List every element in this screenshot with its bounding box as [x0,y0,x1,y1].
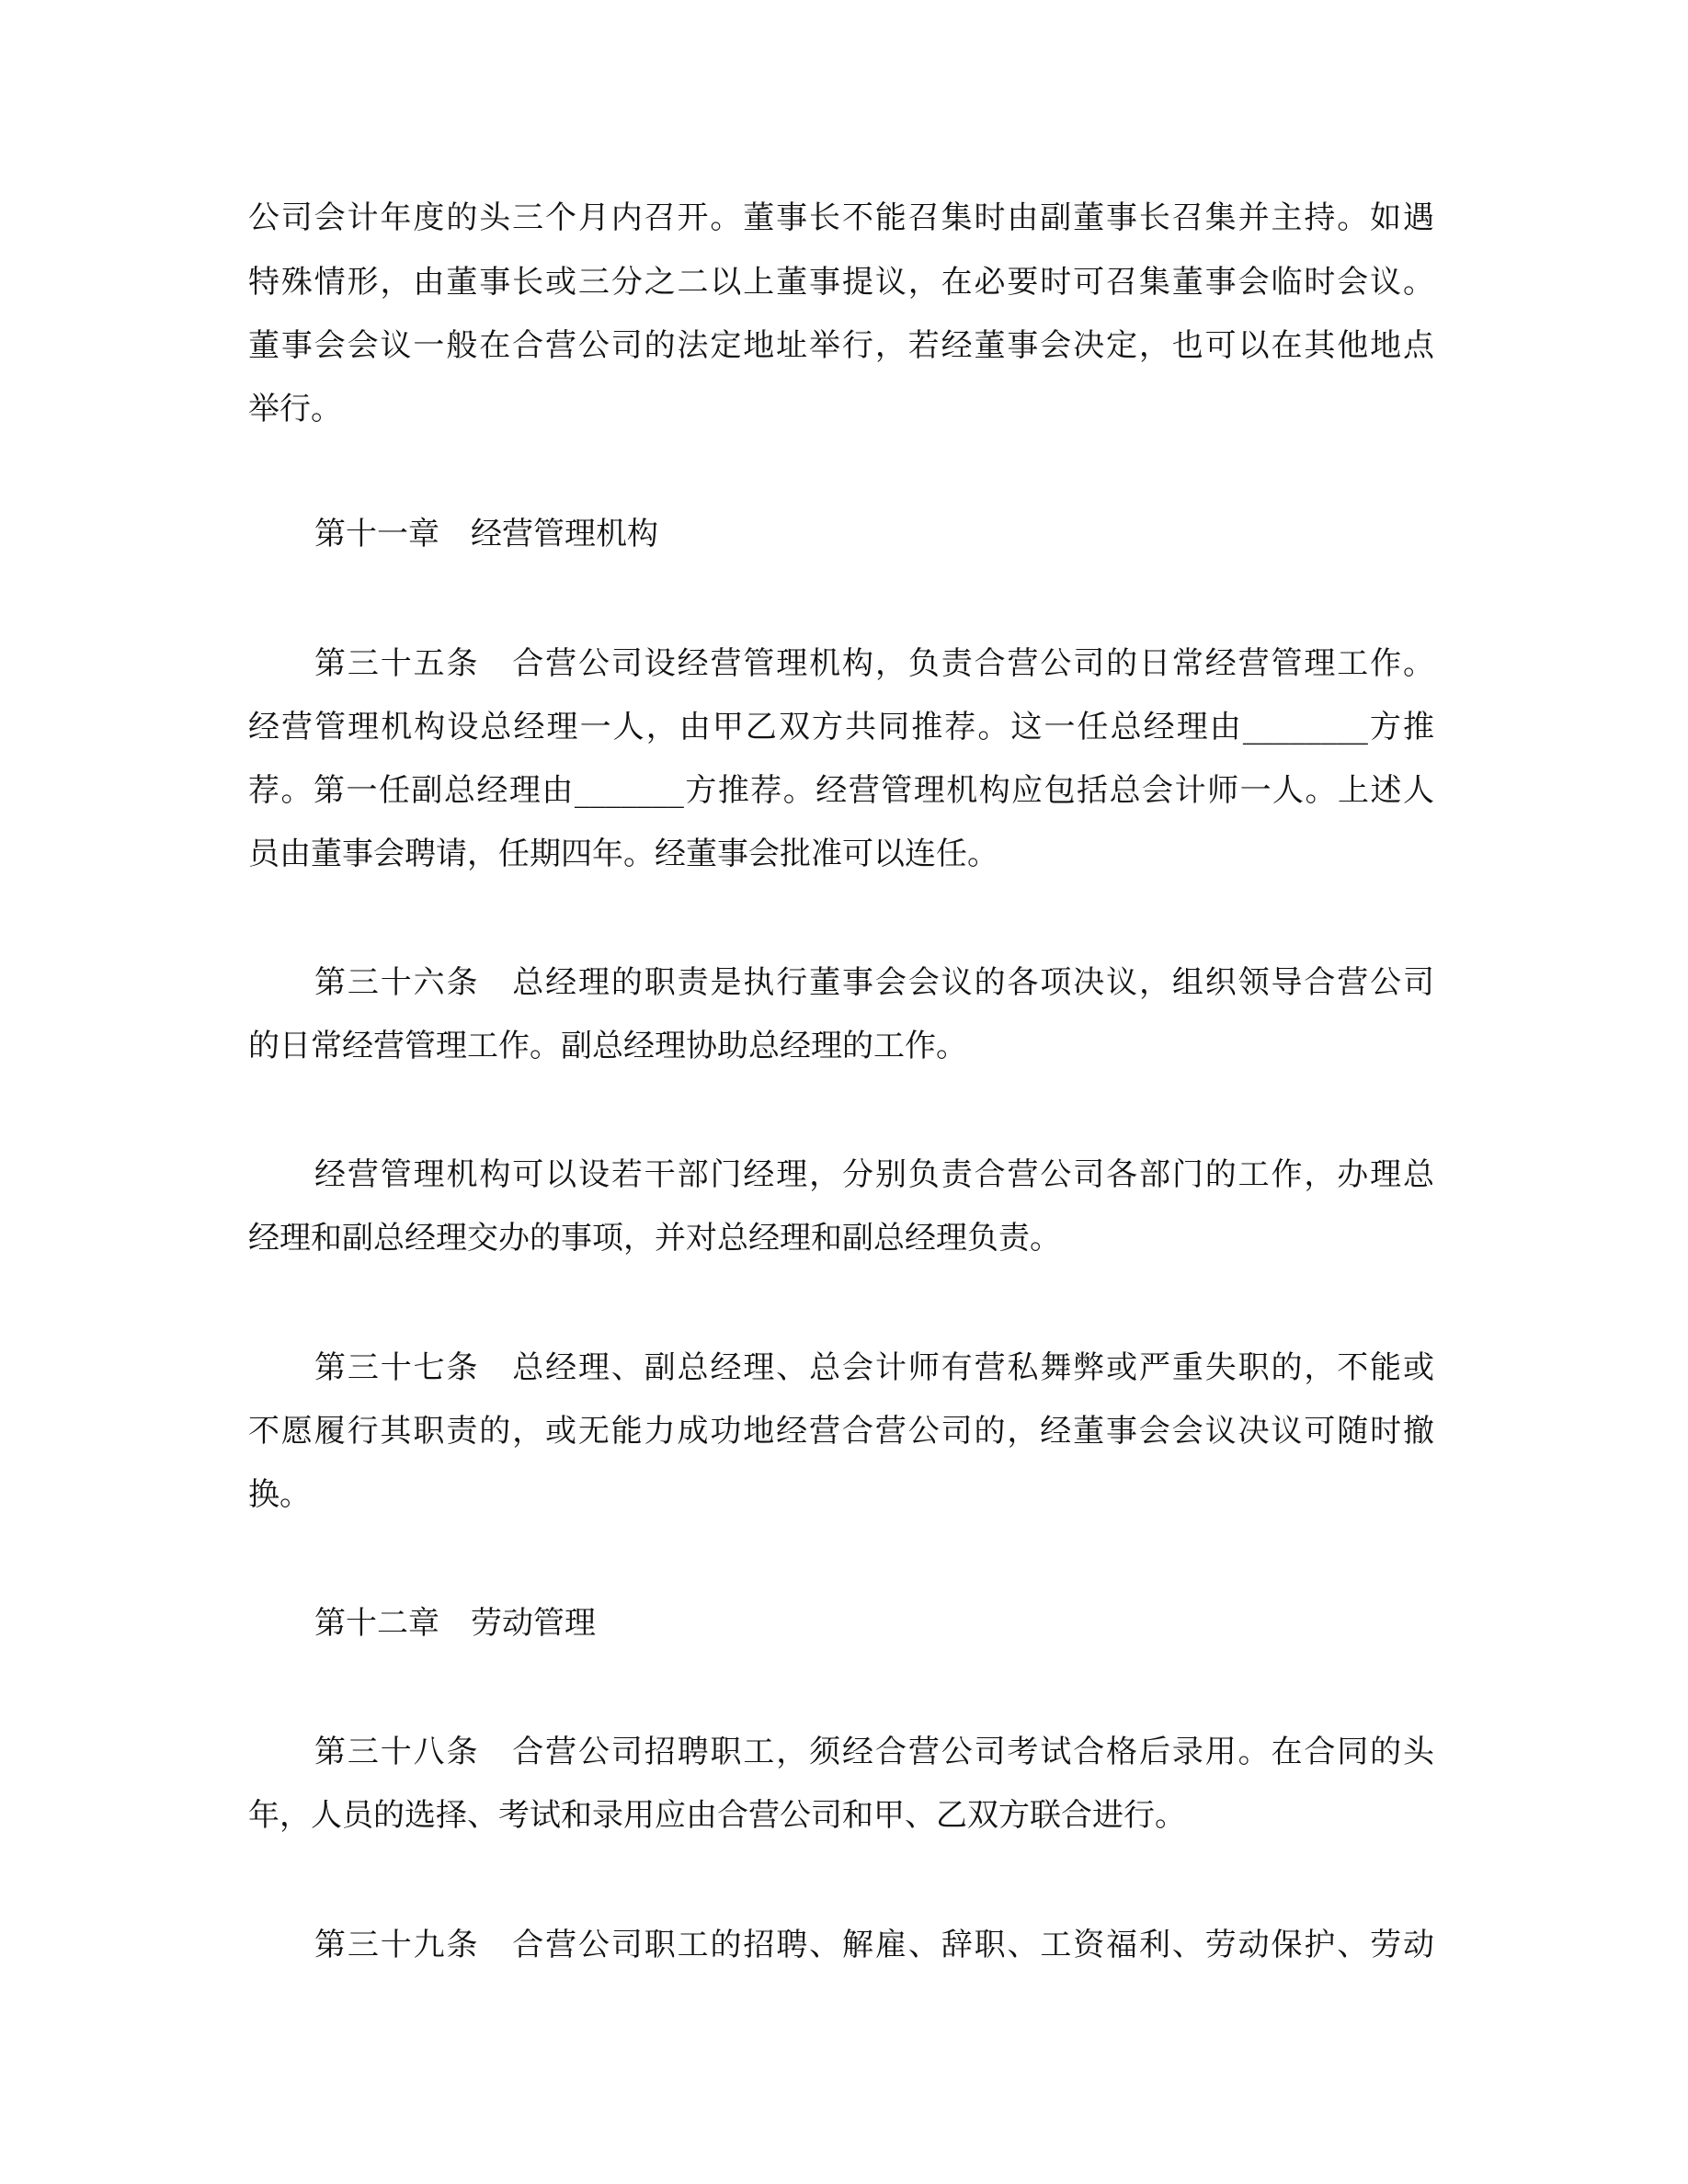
body-line: 荐。第一任副总经理由_______方推荐。经营管理机构应包括总会计师一人。上述人 [248,772,1434,809]
body-line: 特殊情形，由董事长或三分之二以上董事提议，在必要时可召集董事会临时会议。 [248,264,1434,301]
body-line: 董事会会议一般在合营公司的法定地址举行，若经董事会决定，也可以在其他地点 [248,327,1434,364]
body-line: 公司会计年度的头三个月内召开。董事长不能召集时由副董事长召集并主持。如遇 [248,199,1434,236]
body-line: 的日常经营管理工作。副总经理协助总经理的工作。 [248,1028,967,1064]
article-first-line: 第三十六条 总经理的职责是执行董事会会议的各项决议，组织领导合营公司 [314,964,1434,1001]
body-line: 经营管理机构设总经理一人，由甲乙双方共同推荐。这一任总经理由________方推 [248,709,1434,745]
article-first-line: 第三十九条 合营公司职工的招聘、解雇、辞职、工资福利、劳动保护、劳动 [314,1927,1434,1963]
body-line: 年，人员的选择、考试和录用应由合营公司和甲、乙双方联合进行。 [248,1797,1186,1834]
body-line: 经理和副总经理交办的事项，并对总经理和副总经理负责。 [248,1220,1061,1257]
body-line: 不愿履行其职责的，或无能力成功地经营合营公司的，经董事会会议决议可随时撤 [248,1413,1434,1450]
article-first-line: 第三十五条 合营公司设经营管理机构，负责合营公司的日常经营管理工作。 [314,645,1434,682]
article-first-line: 第三十七条 总经理、副总经理、总会计师有营私舞弊或严重失职的，不能或 [314,1349,1434,1386]
chapter-heading: 第十一章 经营管理机构 [314,516,658,552]
body-line: 员由董事会聘请，任期四年。经董事会批准可以连任。 [248,836,998,872]
paragraph-first-line: 经营管理机构可以设若干部门经理，分别负责合营公司各部门的工作，办理总 [314,1156,1434,1193]
chapter-heading: 第十二章 劳动管理 [314,1605,596,1642]
body-line: 举行。 [248,391,342,427]
body-line: 换。 [248,1476,311,1513]
article-first-line: 第三十八条 合营公司招聘职工，须经合营公司考试合格后录用。在合同的头 [314,1734,1434,1770]
